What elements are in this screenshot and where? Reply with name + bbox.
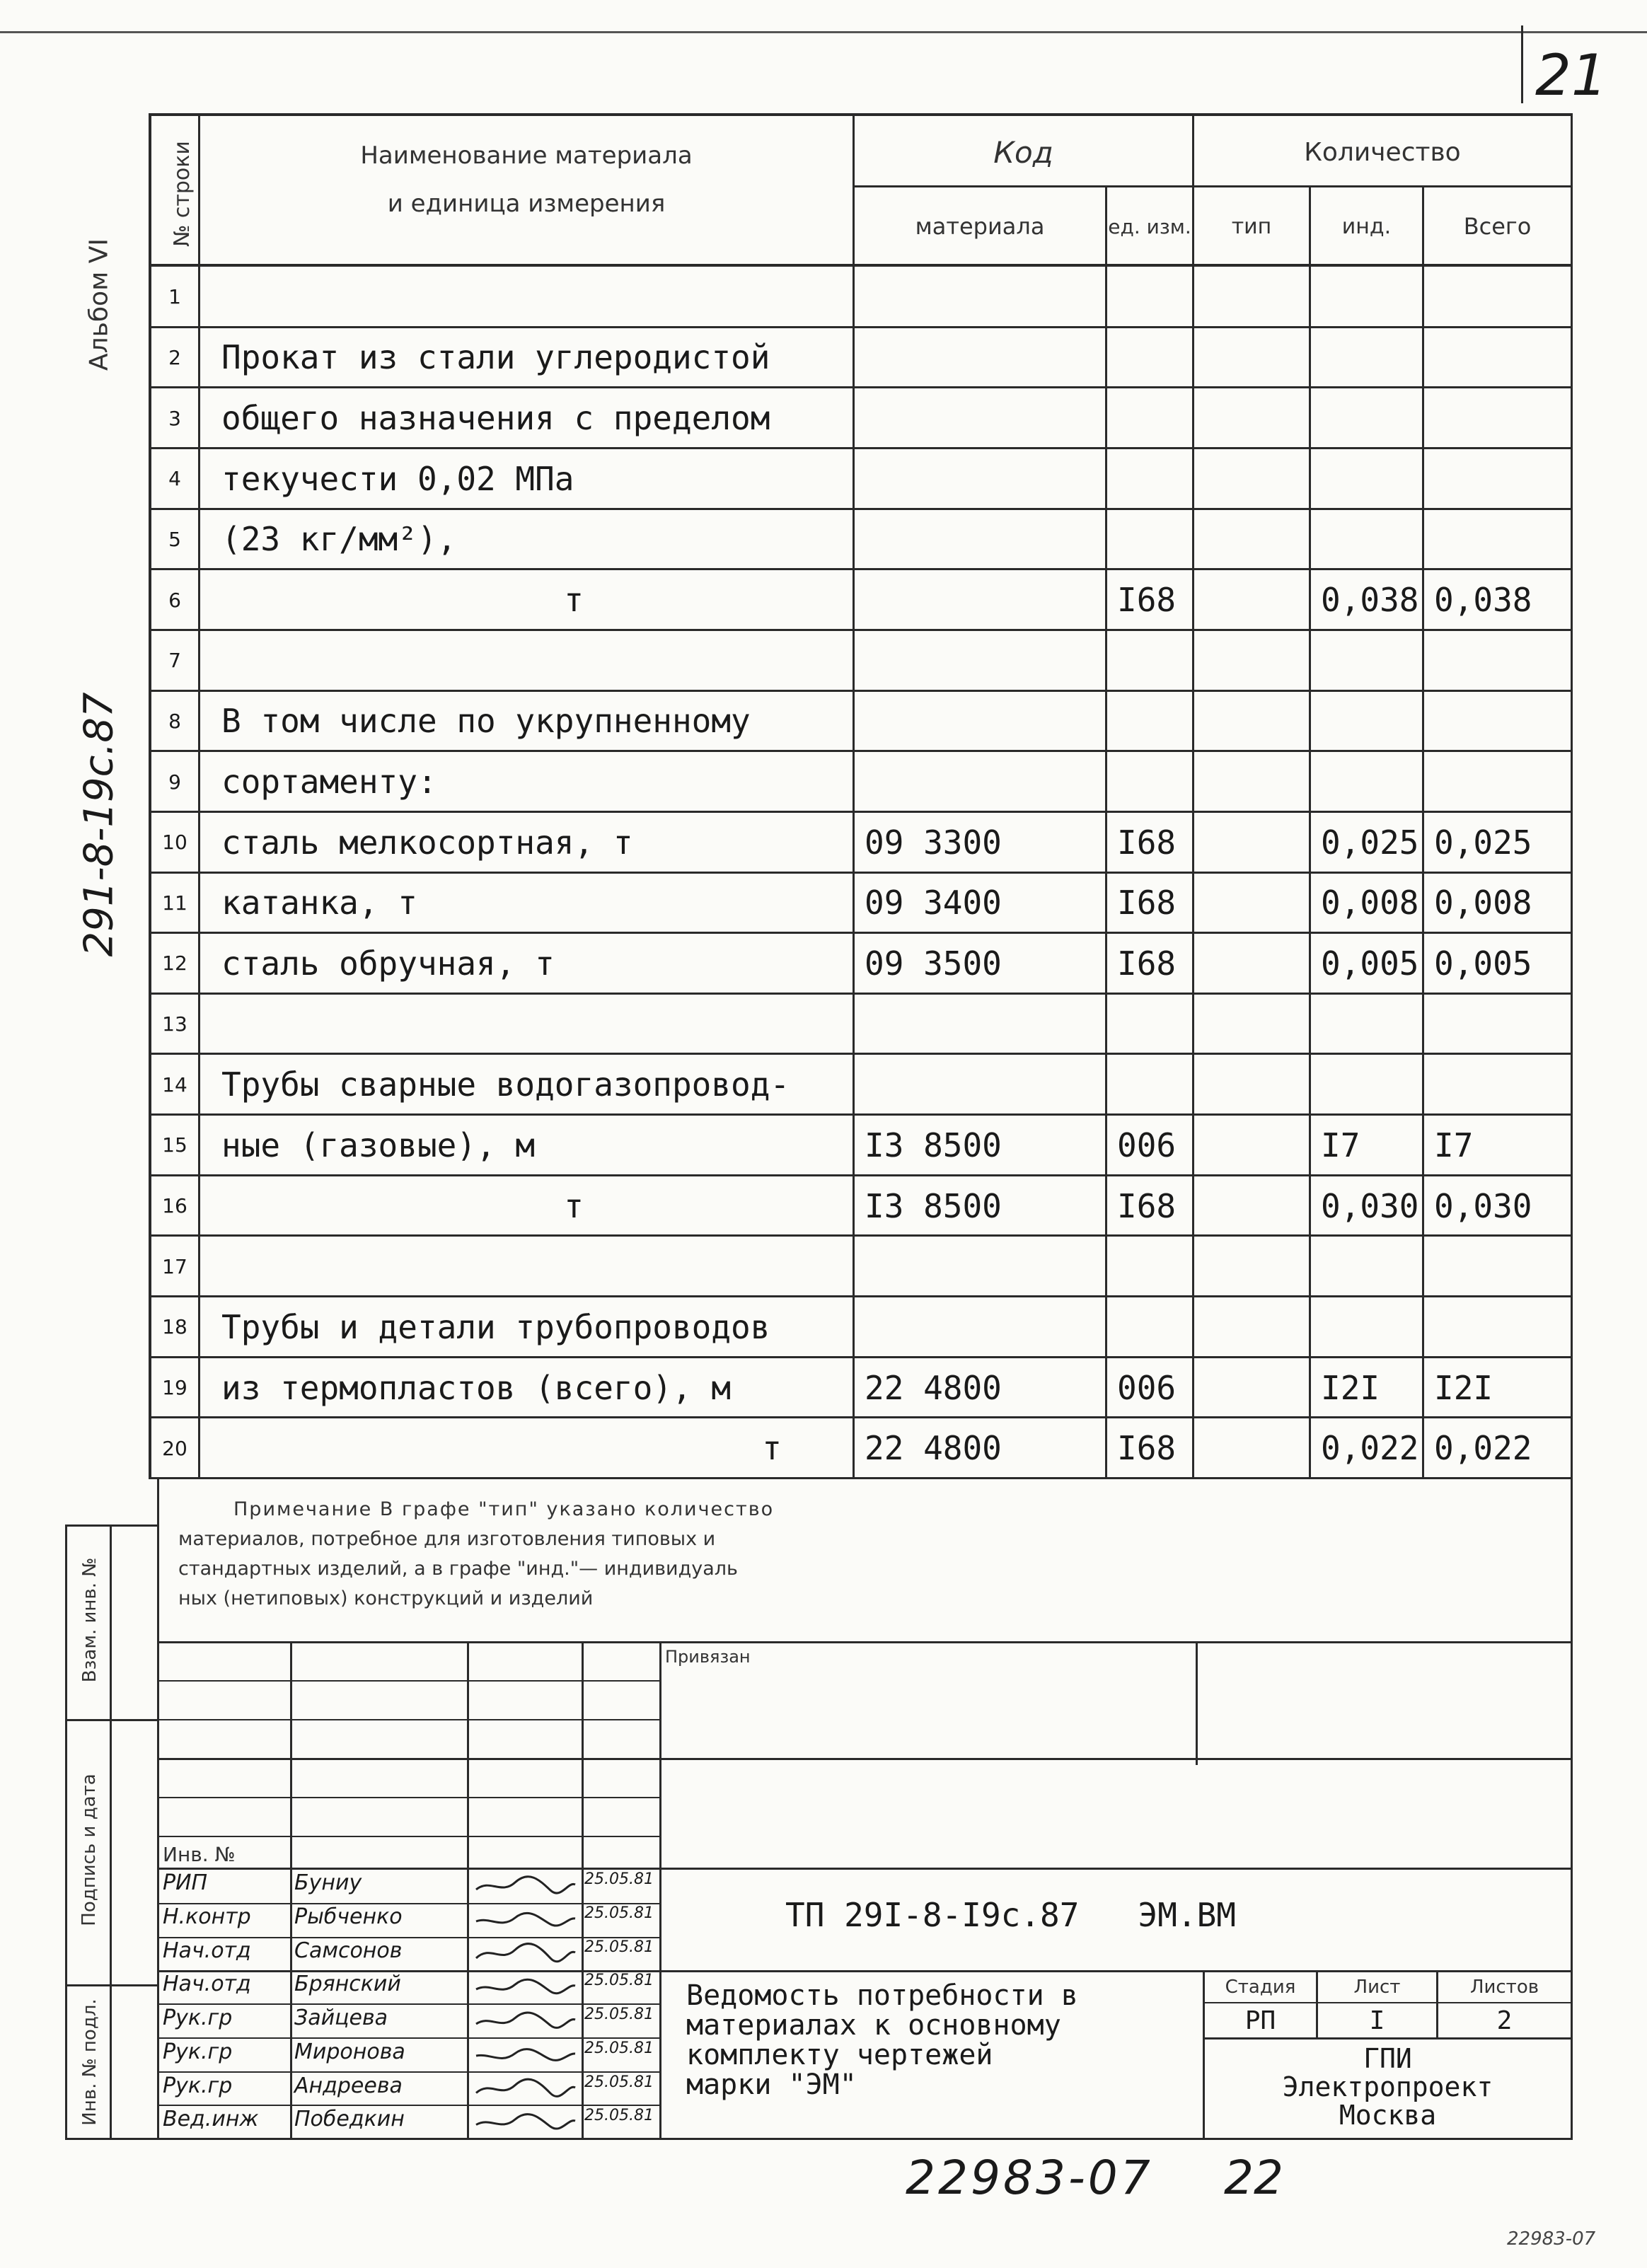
row-qty-type [1194, 751, 1319, 812]
signature-date: 25.05.81 [584, 1972, 654, 1990]
header-rownum: № строки [170, 141, 195, 247]
signature-role: Нач.отд [163, 1972, 251, 1997]
row-material-name: общего назначения с пределом [221, 399, 770, 438]
row-number: 14 [162, 1072, 187, 1097]
row-qty-ind: I7 [1321, 1126, 1360, 1164]
row-number: 2 [168, 345, 181, 369]
row-number: 16 [162, 1194, 187, 1218]
row-material-name: из термопластов (всего), м [221, 1368, 732, 1407]
row-material-code [855, 569, 1115, 630]
row-material-name: ные (газовые), м [221, 1126, 536, 1164]
signature-date: 25.05.81 [584, 1904, 654, 1922]
row-qty-total [1424, 1054, 1580, 1115]
handwritten-signature [473, 1904, 579, 1933]
row-unit-code [1107, 994, 1202, 1055]
note-line-2: материалов, потребное для изготовления типовых и [178, 1528, 716, 1550]
row-qty-ind: 0,008 [1321, 884, 1419, 922]
signature-name: Зайцева [294, 2006, 388, 2030]
stamp-inv-label: Инв. № [163, 1843, 236, 1866]
row-qty-ind: 0,022 [1321, 1429, 1419, 1468]
row-qty-total [1424, 509, 1580, 570]
row-qty-total [1424, 267, 1580, 328]
row-unit-code: I68 [1117, 884, 1177, 922]
row-material-code [855, 1054, 1115, 1115]
row-material-code: I3 8500 [865, 1186, 1002, 1225]
row-qty-type [1194, 328, 1319, 388]
row-qty-ind [1311, 1054, 1432, 1115]
side-album-label: Альбом VI [84, 238, 114, 371]
row-unit-code [1107, 267, 1202, 328]
row-number: 15 [162, 1133, 187, 1157]
row-qty-total [1424, 388, 1580, 449]
row-qty-type [1194, 994, 1319, 1055]
sheet-value: I [1369, 2006, 1385, 2035]
row-qty-total [1424, 691, 1580, 752]
row-number: 3 [168, 406, 181, 430]
row-number: 17 [162, 1254, 187, 1278]
handwritten-signature [473, 2107, 579, 2135]
signature-name: Рыбченко [294, 1904, 403, 1929]
row-material-code [855, 267, 1115, 328]
row-qty-ind: 0,038 [1321, 581, 1419, 620]
row-qty-type [1194, 569, 1319, 630]
row-material-code: 09 3400 [865, 884, 1002, 922]
row-qty-type [1194, 509, 1319, 570]
row-unit-code: I68 [1117, 1429, 1177, 1468]
footer-sheet-number: 22 [1224, 2151, 1283, 2205]
row-number: 12 [162, 951, 187, 976]
stamp-side-podpis: Подпись и дата [79, 1774, 100, 1926]
document-code: ТП 29I-8-I9с.87 ЭМ.ВМ [785, 1896, 1236, 1934]
header-name-line1: Наименование материала [360, 141, 693, 170]
signature-role: Н.контр [163, 1904, 251, 1929]
row-material-name [200, 630, 874, 691]
row-qty-type [1194, 1115, 1319, 1176]
row-qty-type [1194, 267, 1319, 328]
row-number: 5 [168, 527, 181, 551]
row-material-name: катанка, т [221, 884, 417, 922]
signature-name: Самсонов [294, 1938, 403, 1963]
note-line-4: ных (нетиповых) конструкций и изделий [178, 1587, 594, 1609]
document-title [686, 1981, 1078, 2100]
row-material-code [855, 751, 1115, 812]
signature-name: Победкин [294, 2107, 405, 2132]
row-material-code [855, 1297, 1115, 1358]
row-qty-total: 0,025 [1434, 823, 1532, 862]
document-title-line-1: Ведомость потребности в [686, 1979, 1078, 2012]
row-qty-ind [1311, 388, 1432, 449]
footer-archive-number: 22983-07 [906, 2151, 1153, 2205]
row-qty-ind [1311, 328, 1432, 388]
row-unit-code: I68 [1117, 1186, 1177, 1225]
row-material-name: т [564, 1186, 584, 1225]
header-code: Код [993, 134, 1053, 170]
row-material-code [855, 994, 1115, 1055]
sheets-value: 2 [1496, 2006, 1513, 2035]
row-unit-code [1107, 630, 1202, 691]
row-qty-ind: 0,005 [1321, 944, 1419, 983]
organization-line-3: Москва [1339, 2100, 1437, 2131]
row-material-code: 22 4800 [865, 1429, 1002, 1468]
row-number: 19 [162, 1376, 187, 1399]
signature-date: 25.05.81 [584, 1938, 654, 1956]
page-number: 21 [1535, 42, 1607, 108]
row-qty-type [1194, 449, 1319, 509]
signature-date: 25.05.81 [584, 2006, 654, 2023]
row-qty-type [1194, 1358, 1319, 1418]
row-material-code: 22 4800 [865, 1368, 1002, 1407]
row-unit-code: 006 [1117, 1126, 1177, 1164]
row-qty-total: 0,022 [1434, 1429, 1532, 1468]
row-material-code [855, 388, 1115, 449]
header-quantity: Количество [1304, 137, 1461, 167]
row-qty-total [1424, 328, 1580, 388]
document-title-line-3: комплекту чертежей [686, 2039, 993, 2071]
signature-name: Миронова [294, 2039, 405, 2064]
row-qty-total: 0,038 [1434, 581, 1532, 620]
signature-date: 25.05.81 [584, 2073, 654, 2091]
header-code-material: материала [915, 213, 1045, 240]
row-qty-ind [1311, 267, 1432, 328]
signature-date: 25.05.81 [584, 1870, 654, 1888]
row-material-code [855, 509, 1115, 570]
header-code-unit: ед. изм. [1108, 214, 1191, 238]
row-qty-ind [1311, 630, 1432, 691]
handwritten-signature [473, 1938, 579, 1967]
row-qty-total [1424, 1236, 1580, 1297]
document-title-line-4: марки "ЭМ" [686, 2069, 857, 2101]
row-qty-type [1194, 630, 1319, 691]
row-qty-ind [1311, 1236, 1432, 1297]
row-qty-type [1194, 933, 1319, 994]
header-qty-ind: инд. [1341, 214, 1392, 239]
stage-value: РП [1244, 2006, 1276, 2035]
side-project-code: 291-8-19с.87 [76, 692, 122, 957]
row-qty-total: 0,030 [1434, 1186, 1532, 1225]
row-qty-type [1194, 1176, 1319, 1237]
row-material-code [855, 1236, 1115, 1297]
row-qty-type [1194, 873, 1319, 934]
row-unit-code [1107, 751, 1202, 812]
row-unit-code [1107, 1054, 1202, 1115]
stamp-privyazan: Привязан [665, 1647, 751, 1667]
handwritten-signature [473, 2073, 579, 2102]
row-material-name [200, 994, 874, 1055]
signature-role: Нач.отд [163, 1938, 251, 1963]
row-qty-ind: 0,025 [1321, 823, 1419, 862]
row-number: 11 [162, 891, 187, 915]
row-material-name: текучести 0,02 МПа [221, 459, 574, 498]
row-material-code: 09 3500 [865, 944, 1002, 983]
document-title-line-2: материалах к основному [686, 2009, 1061, 2042]
row-qty-ind [1311, 449, 1432, 509]
row-material-name [200, 267, 874, 328]
top-rule [0, 31, 1647, 33]
row-material-name: Трубы и детали трубопроводов [221, 1307, 770, 1346]
row-unit-code [1107, 1236, 1202, 1297]
row-material-code [855, 328, 1115, 388]
sheets-label: Листов [1469, 1976, 1539, 1998]
row-qty-total: I7 [1434, 1126, 1474, 1164]
handwritten-signature [473, 2040, 579, 2068]
row-material-name: Прокат из стали углеродистой [221, 338, 770, 377]
row-qty-total: 0,008 [1434, 884, 1532, 922]
signature-role: РИП [163, 1870, 208, 1895]
row-unit-code [1107, 691, 1202, 752]
sheet-label: Лист [1353, 1976, 1401, 1998]
row-unit-code [1107, 449, 1202, 509]
row-qty-total: I2I [1434, 1368, 1493, 1407]
signature-name: Брянский [294, 1972, 401, 1997]
row-unit-code: I68 [1117, 944, 1177, 983]
stamp-side-inv: Инв. № подл. [79, 1998, 100, 2126]
row-qty-total: 0,005 [1434, 944, 1532, 983]
row-material-name: т [564, 581, 584, 620]
row-unit-code [1107, 1297, 1202, 1358]
row-unit-code [1107, 388, 1202, 449]
row-number: 6 [168, 588, 181, 612]
row-material-name: Трубы сварные водогазопровод- [221, 1065, 790, 1104]
organization-line-2: Электропроект [1282, 2071, 1493, 2102]
row-material-name: В том числе по укрупненному [221, 702, 751, 741]
row-qty-type [1194, 1054, 1319, 1115]
row-qty-type [1194, 691, 1319, 752]
organization-line-1: ГПИ [1363, 2043, 1412, 2074]
row-material-name: сортаменту: [221, 763, 437, 801]
organization [1205, 2044, 1571, 2129]
row-number: 10 [162, 831, 187, 855]
header-qty-type: тип [1231, 214, 1272, 239]
header-qty-total: Всего [1463, 213, 1532, 240]
row-material-name: (23 кг/мм²), [221, 520, 457, 559]
row-qty-type [1194, 812, 1319, 873]
header-name-line2: и единица измерения [387, 190, 666, 218]
row-qty-total [1424, 994, 1580, 1055]
footer-corner-number: 22983-07 [1507, 2228, 1596, 2250]
row-qty-ind: I2I [1321, 1368, 1380, 1407]
row-unit-code [1107, 328, 1202, 388]
signature-role: Рук.гр [163, 2073, 233, 2098]
handwritten-signature [473, 2006, 579, 2034]
row-divider [149, 1477, 1571, 1479]
row-number: 20 [162, 1436, 187, 1460]
signature-date: 25.05.81 [584, 2107, 654, 2125]
row-qty-ind [1311, 751, 1432, 812]
row-unit-code [1107, 509, 1202, 570]
handwritten-signature [473, 1870, 579, 1899]
signature-role: Вед.инж [163, 2107, 259, 2132]
row-unit-code: 006 [1117, 1368, 1177, 1407]
row-qty-ind [1311, 994, 1432, 1055]
row-qty-ind [1311, 1297, 1432, 1358]
handwritten-signature [473, 1972, 579, 2000]
stamp-side-vzam: Взам. инв. № [79, 1557, 100, 1683]
page-number-divider [1521, 25, 1523, 103]
row-qty-type [1194, 1236, 1319, 1297]
row-material-name: сталь обручная, т [221, 944, 555, 983]
row-qty-ind [1311, 509, 1432, 570]
row-qty-total [1424, 751, 1580, 812]
row-unit-code: I68 [1117, 823, 1177, 862]
row-number: 1 [168, 285, 181, 309]
row-material-name: сталь мелкосортная, т [221, 823, 633, 862]
signature-name: Андреева [294, 2073, 403, 2098]
row-qty-total [1424, 630, 1580, 691]
note-line-1: Примечание В графе "тип" указано количество [233, 1498, 775, 1520]
signature-date: 25.05.81 [584, 2039, 654, 2057]
row-qty-total [1424, 449, 1580, 509]
row-number: 18 [162, 1315, 187, 1339]
row-number: 7 [168, 649, 181, 673]
row-number: 13 [162, 1012, 187, 1036]
signature-name: Буниу [294, 1870, 362, 1895]
row-material-code [855, 630, 1115, 691]
row-qty-type [1194, 1418, 1319, 1479]
row-qty-ind: 0,030 [1321, 1186, 1419, 1225]
row-qty-type [1194, 388, 1319, 449]
row-qty-type [1194, 1297, 1319, 1358]
row-material-code: 09 3300 [865, 823, 1002, 862]
row-material-name: т [762, 1429, 782, 1468]
row-number: 4 [168, 467, 181, 491]
row-material-code: I3 8500 [865, 1126, 1002, 1164]
row-qty-total [1424, 1297, 1580, 1358]
note-line-3: стандартных изделий, а в графе "инд."— индивидуаль [178, 1558, 738, 1580]
row-material-code [855, 691, 1115, 752]
stage-label: Стадия [1225, 1976, 1296, 1998]
row-unit-code: I68 [1117, 581, 1177, 620]
row-qty-ind [1311, 691, 1432, 752]
signature-role: Рук.гр [163, 2006, 233, 2030]
row-material-name [200, 1236, 874, 1297]
row-number: 9 [168, 770, 181, 794]
row-material-code [855, 449, 1115, 509]
signature-role: Рук.гр [163, 2039, 233, 2064]
row-number: 8 [168, 709, 181, 733]
